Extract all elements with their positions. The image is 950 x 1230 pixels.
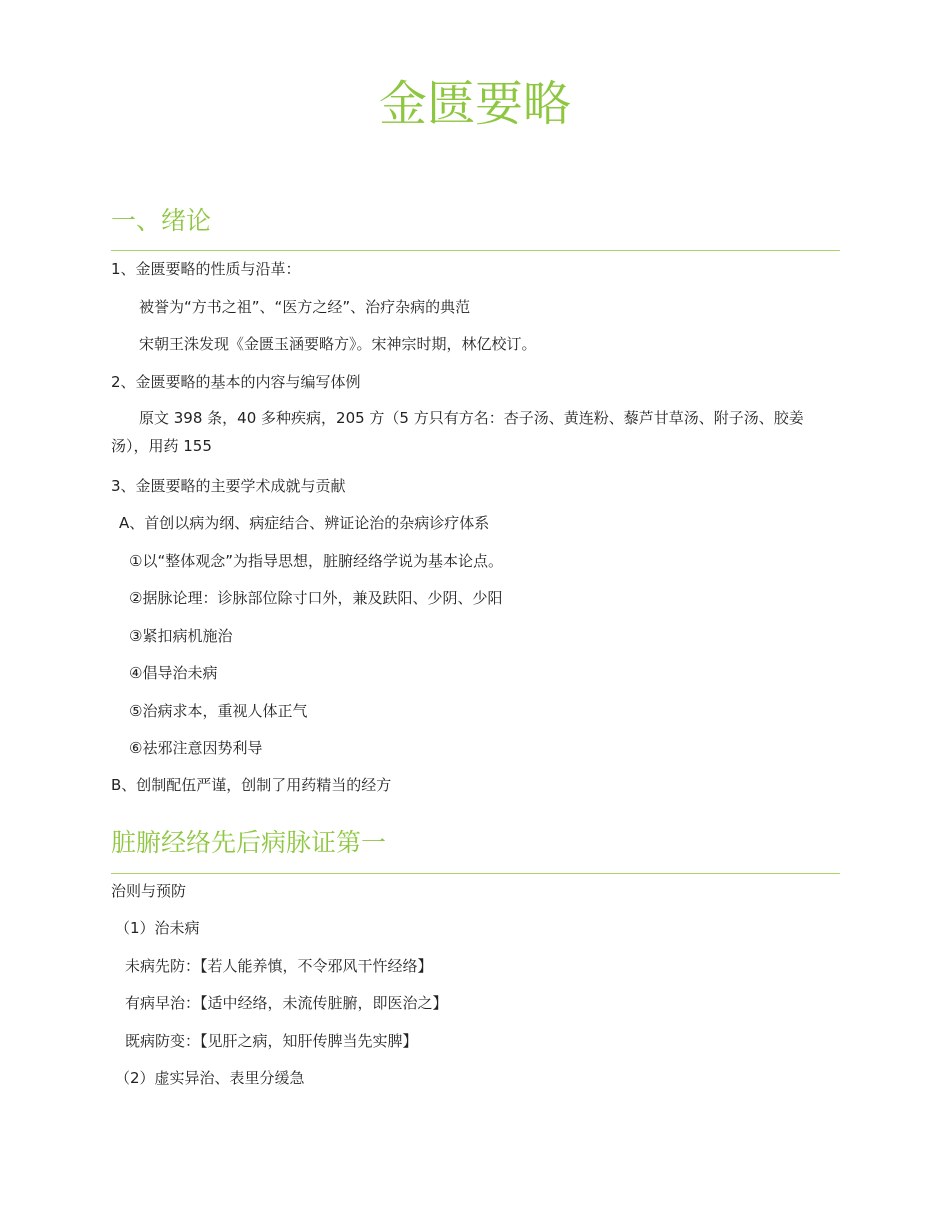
list-item: 治则与预防 [111,882,187,900]
list-item: ⑥祛邪注意因势利导 [129,739,263,757]
list-item: 既病防变：【见肝之病，知肝传脾当先实脾】 [125,1032,418,1050]
list-item: 被誉为“方书之祖”、“医方之经”、治疗杂病的典范 [139,298,471,316]
list-item: 宋朝王洙发现《金匮玉涵要略方》。宋神宗时期，林亿校订。 [139,335,537,353]
section-divider [111,873,840,874]
list-item: ④倡导治未病 [129,664,218,682]
section-divider [111,250,840,251]
list-item: A、首创以病为纲、病症结合、辨证论治的杂病诊疗体系 [119,514,490,532]
section-heading-introduction: 一、绪论 [111,206,212,235]
list-item: 1、金匮要略的性质与沿革： [111,260,301,278]
list-item: 2、金匮要略的基本的内容与编写体例 [111,373,361,391]
paragraph: 原文 398 条，40 多种疾病，205 方（5 方只有方名：杏子汤、黄连粉、藜芦甘草汤、附子汤、胶姜汤），用药 155 [111,409,804,455]
list-item: ⑤治病求本，重视人体正气 [129,702,308,720]
list-item: （1）治未病 [115,919,200,937]
list-item: 3、金匮要略的主要学术成就与贡献 [111,477,346,495]
document-title: 金匮要略 [378,76,571,132]
list-item: ②据脉论理：诊脉部位除寸口外，兼及趺阳、少阴、少阳 [129,589,503,607]
section-heading-chapter-one: 脏腑经络先后病脉证第一 [111,828,387,857]
list-item: 有病早治：【适中经络，未流传脏腑，即医治之】 [125,994,448,1012]
list-item: ③紧扣病机施治 [129,627,233,645]
list-item: ①以“整体观念”为指导思想，脏腑经络学说为基本论点。 [129,552,503,570]
list-item: 未病先防：【若人能养慎，不令邪风干忤经络】 [125,957,433,975]
list-item: B、创制配伍严谨，创制了用药精当的经方 [111,776,392,794]
list-item: （2）虚实异治、表里分缓急 [115,1069,305,1087]
